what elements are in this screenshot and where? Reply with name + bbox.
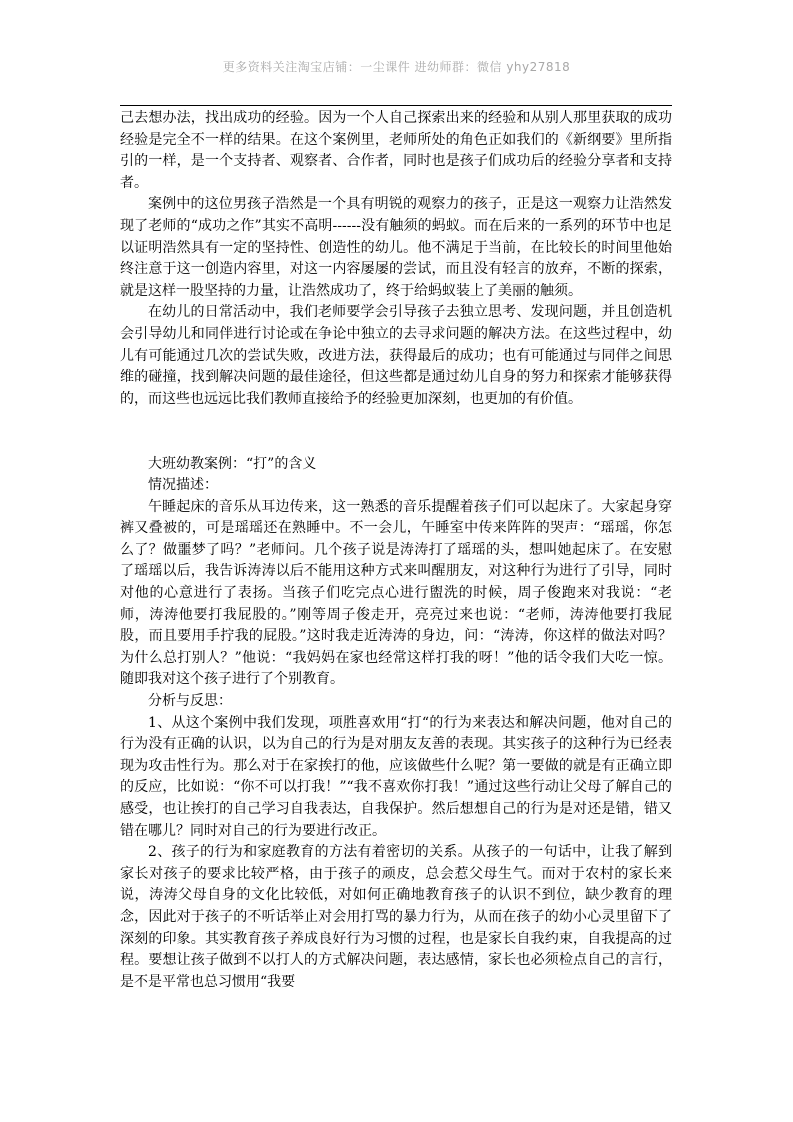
paragraph-case-analysis: 案例中的这位男孩子浩然是一个具有明锐的观察力的孩子，正是这一观察力让浩然发现了老师的“成功之作”其实不高明------没有触须的蚂蚁。而在后来的一系列的环节中也足以证明浩然具有一定的坚持性、创造性的幼儿。他不满足于当前，在比较长的时间里他始终注意于这一创造内容里，对这一内容屡屡的尝试，而且没有轻言的放弃，不断的探索，就是这样一股坚持的力量，让浩然成功了，终于给蚂蚁装上了美丽的触须。	[120, 196, 672, 299]
document-body	[120, 108, 672, 993]
section-heading-analysis: 分析与反思：	[148, 693, 232, 710]
header-watermark: 更多资料关注淘宝店铺：一尘课件 进幼师群：微信 yhy27818	[222, 60, 571, 74]
paragraph-daily-activity: 在幼儿的日常活动中，我们老师要学会引导孩子去独立思考、发现问题，并且创造机会引导幼儿和同伴进行讨论或在争论中独立的去寻求问题的解决方法。在这些过程中，幼儿有可能通过几次的尝试失败，改进方法，获得最后的成功；也有可能通过与同伴之间思维的碰撞，找到解决问题的最佳途径，但这些都是通过幼儿自身的努力和探索才能够获得的，而这些也远远比我们教师直接给予的经验更加深刻，也更加的有价值。	[120, 304, 672, 407]
blank-line	[120, 410, 672, 432]
paragraph-point-2: 2、孩子的行为和家庭教育的方法有着密切的关系。从孩子的一句话中，让我了解到家长对孩子的要求比较严格，由于孩子的顽皮，总会惹父母生气。而对于农村的家长来说，涛涛父母自身的文化比较低，对如何正确地教育孩子的认识不到位，缺少教育的理念，因此对于孩子的不听话举止对会用打骂的暴力行为，从而在孩子的幼小心灵里留下了深刻的印象。其实教育孩子养成良好行为习惯的过程，也是家长自我约束，自我提高的过程。要想让孩子做到不以打人的方式解决问题，表达感情，家长也必须检点自己的言行，是不是平常也总习惯用“我要	[120, 844, 672, 990]
paragraph-description: 午睡起床的音乐从耳边传来，这一熟悉的音乐提醒着孩子们可以起床了。大家起身穿裤又叠被的，可是瑶瑶还在熟睡中。不一会儿，午睡室中传来阵阵的哭声：“瑶瑶，你怎么了？做噩梦了吗？”老师问。几个孩子说是涛涛打了瑶瑶的头，想叫她起床了。在安慰了瑶瑶以后，我告诉涛涛以后不能用这种方式来叫醒朋友，对这种行为进行了引导，同时对他的心意进行了表扬。当孩子们吃完点心进行盥洗的时候，周子俊跑来对我说：“老师，涛涛他要打我屁股的。”刚等周子俊走开，亮亮过来也说：“老师，涛涛他要打我屁股，而且要用手拧我的屁股。”这时我走近涛涛的身边，问：“涛涛，你这样的做法对吗？为什么总打别人？”他说：“我妈妈在家也经常这样打我的呀！”他的话令我们大吃一惊。随即我对这个孩子进行了个别教育。	[120, 498, 672, 688]
case-title: 大班幼教案例：“打”的含义	[148, 455, 317, 472]
section-heading-description: 情况描述：	[148, 477, 218, 494]
paragraph-continuation: 己去想办法，找出成功的经验。因为一个人自己探索出来的经验和从别人那里获取的成功经验是完全不一样的结果。在这个案例里，老师所处的角色正如我们的《新纲要》里所指引的一样，是一个支持者、观察者、合作者，同时也是孩子们成功后的经验分享者和支持者。	[120, 110, 672, 191]
blank-line	[120, 432, 672, 454]
paragraph-point-1: 1、从这个案例中我们发现，项胜喜欢用“打“的行为来表达和解决问题，他对自己的行为没有正确的认识，以为自己的行为是对朋友友善的表现。其实孩子的这种行为已经表现为攻击性行为。那么对于在家挨打的他，应该做些什么呢？第一要做的就是有正确立即的反应，比如说：“你不可以打我！”“我不喜欢你打我！”通过这些行动让父母了解自己的感受，也让挨打的自己学习自我表达，自我保护。然后想想自己的行为是对还是错，错又错在哪儿？同时对自己的行为要进行改正。	[120, 714, 672, 839]
header-rule	[120, 105, 672, 106]
